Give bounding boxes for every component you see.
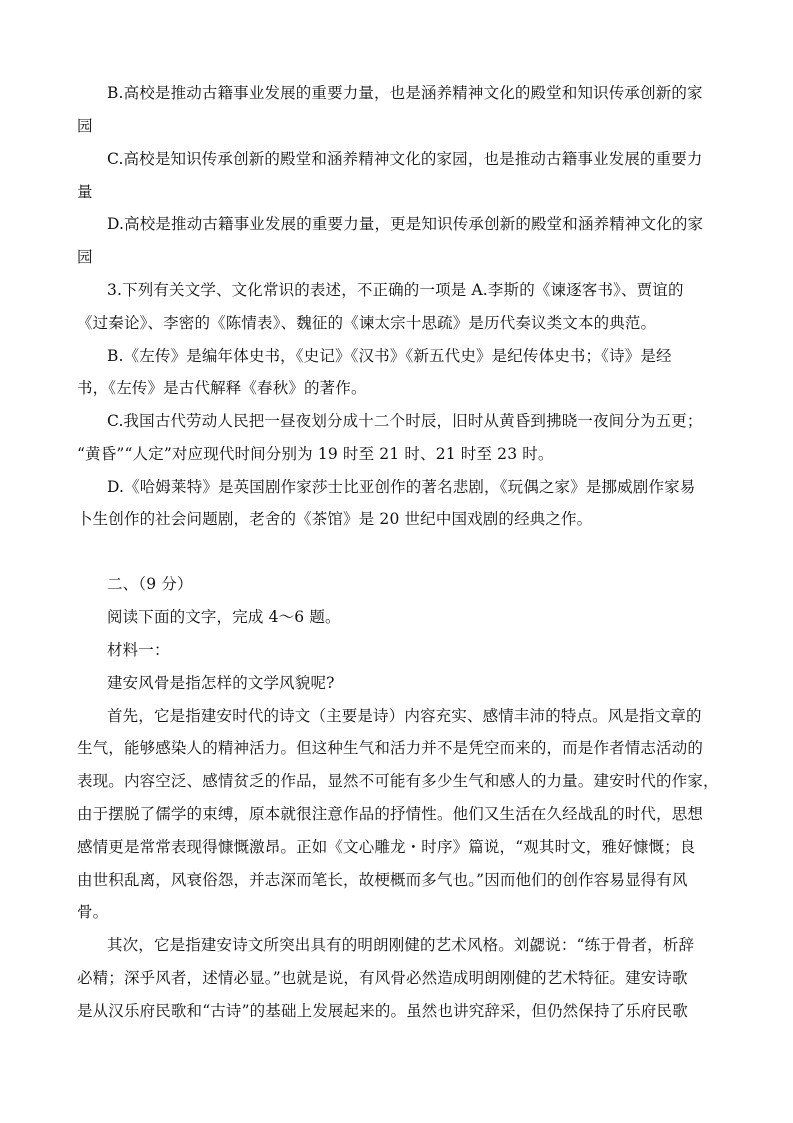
paragraph-2-line-3: 是从汉乐府民歌和“古诗”的基础上发展起来的。虽然也讲究辞采，但仍然保持了乐府民歌 [77, 1002, 688, 1020]
question-3-d-line-2: 卜生创作的社会问题剧，老舍的《茶馆》是 20 世纪中国戏剧的经典之作。 [77, 510, 593, 528]
question-3-line-1: 3.下列有关文学、文化常识的表述，不正确的一项是 A.李斯的《谏逐客书》、贾谊的 [107, 281, 684, 299]
section-2-instruction: 阅读下面的文字，完成 4～6 题。 [107, 608, 341, 626]
option-c-line-2: 量 [77, 183, 93, 201]
option-d-line-1: D.高校是推动古籍事业发展的重要力量，更是知识传承创新的殿堂和涵养精神文化的家 [107, 215, 704, 233]
material-1-label: 材料一： [107, 641, 170, 659]
paragraph-1-line-2: 生气，能够感染人的精神活力。但这种生气和活力并不是凭空而来的，而是作者情志活动的 [77, 739, 704, 757]
option-d-line-2: 园 [77, 248, 93, 266]
question-3-b-line-2: 书，《左传》是古代解释《春秋》的著作。 [77, 379, 367, 397]
paragraph-2-line-2: 必精；深乎风者，述情必显。”也就是说，有风骨必然造成明朗刚健的艺术特征。建安诗歌 [77, 969, 688, 987]
option-b-line-1: B.高校是推动古籍事业发展的重要力量，也是涵养精神文化的殿堂和知识传承创新的家 [107, 84, 703, 102]
question-3-line-2: 《过秦论》、李密的《陈情表》、魏征的《谏太宗十思疏》是历代奏议类文本的典范。 [77, 314, 657, 332]
question-3-b-line-1: B.《左传》是编年体史书，《史记》《汉书》《新五代史》是纪传体史书；《诗》是经 [107, 347, 672, 365]
material-1-question: 建安风骨是指怎样的文学风貌呢? [107, 674, 335, 692]
paragraph-1-line-4: 由于摆脱了儒学的束缚，原本就很注意作品的抒情性。他们又生活在久经战乱的时代，思想 [77, 805, 704, 823]
question-3-c-line-2: “黄昏”“人定”对应现代时间分别为 19 时至 21 时、21 时至 23 时。 [77, 445, 554, 463]
section-2-heading: 二、（9 分） [107, 575, 193, 593]
question-3-c-line-1: C.我国古代劳动人民把一昼夜划分成十二个时辰，旧时从黄昏到拂晓一夜间分为五更； [107, 412, 703, 430]
option-c-line-1: C.高校是知识传承创新的殿堂和涵养精神文化的家园，也是推动古籍事业发展的重要力 [107, 150, 703, 168]
paragraph-2-line-1: 其次，它是指建安诗文所突出具有的明朗刚健的艺术风格。刘勰说：“练于骨者，析辞 [107, 936, 695, 954]
paragraph-1-line-6: 由世积乱离，风衰俗怨，并志深而笔长，故梗概而多气也。”因而他们的创作容易显得有风 [77, 871, 688, 889]
paragraph-1-line-5: 感情更是常常表现得慷慨激昂。正如《文心雕龙・时序》篇说，“观其时文，雅好慷慨；良 [77, 838, 696, 856]
option-b-line-2: 园 [77, 117, 93, 135]
question-3-d-line-1: D.《哈姆莱特》是英国剧作家莎士比亚创作的著名悲剧，《玩偶之家》是挪威剧作家易 [107, 478, 696, 496]
paragraph-1-line-1: 首先，它是指建安时代的诗文（主要是诗）内容充实、感情丰沛的特点。风是指文章的 [107, 707, 702, 725]
paragraph-1-line-3: 表现。内容空泛、感情贫乏的作品，显然不可能有多少生气和感人的力量。建安时代的作家， [77, 772, 719, 790]
paragraph-1-line-7: 骨。 [77, 903, 109, 921]
